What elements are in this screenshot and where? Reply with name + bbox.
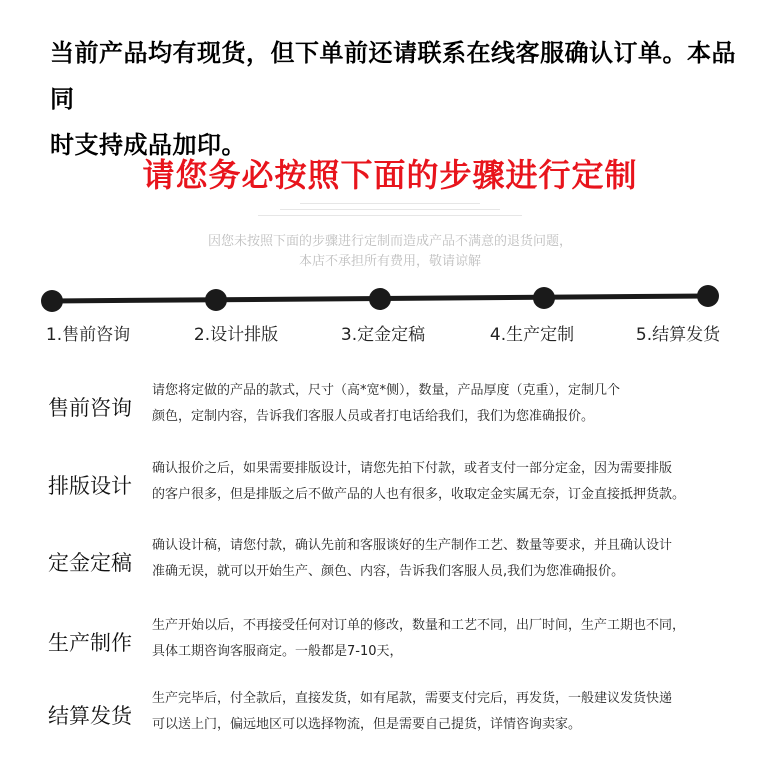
step-label-3: 3.定金定稿 (340, 325, 426, 345)
timeline-dot-1 (41, 290, 63, 312)
timeline-dot-4 (533, 287, 555, 309)
section-line-1: 确认设计稿，请您付款，确认先前和客服谈好的生产制作工艺、数量等要求，并且确认设计 (152, 538, 673, 553)
decorative-line (258, 215, 522, 216)
notice-line-2: 时支持成品加印。 (50, 131, 246, 159)
section-text (152, 686, 732, 738)
section-title: 定金定稿 (48, 551, 132, 575)
timeline-dot-2 (205, 289, 227, 311)
section-line-2: 准确无误，就可以开始生产、颜色、内容，告诉我们客服人员,我们为您准确报价。 (152, 564, 625, 579)
decorative-line (300, 203, 480, 204)
section-text (152, 378, 732, 430)
section-title: 售前咨询 (48, 396, 132, 420)
section-line-1: 请您将定做的产品的款式，尺寸（高*宽*侧），数量，产品厚度（克重），定制几个 (152, 383, 621, 398)
section-text (152, 533, 732, 585)
section-line-1: 生产开始以后，不再接受任何对订单的修改，数量和工艺不同，出厂时间，生产工期也不同， (152, 618, 686, 633)
section-text (152, 456, 732, 508)
section-production (40, 613, 740, 683)
section-title: 结算发货 (48, 704, 132, 728)
section-line-1: 确认报价之后，如果需要排版设计，请您先拍下付款，或者支付一部分定金，因为需要排版 (152, 461, 673, 476)
section-line-2: 颜色，定制内容，告诉我们客服人员或者打电话给我们，我们为您准确报价。 (152, 409, 595, 424)
step-label-4: 4.生产定制 (489, 325, 575, 345)
decorative-line (280, 209, 500, 210)
section-design (40, 456, 740, 526)
section-line-2: 的客户很多，但是排版之后不做产品的人也有很多，收取定金实属无奈，订金直接抵押货款。 (152, 487, 686, 502)
section-delivery (40, 686, 740, 756)
sub-note (0, 232, 780, 272)
section-presale (40, 378, 740, 448)
notice-line-1: 当前产品均有现货，但下单前还请联系在线客服确认订单。本品同 (50, 39, 736, 113)
section-title: 生产制作 (48, 631, 132, 655)
step-label-2: 2.设计排版 (193, 325, 279, 345)
timeline-graphic (40, 280, 740, 320)
section-line-2: 具体工期咨询客服商定。一般都是7-10天， (152, 644, 403, 659)
sub-note-line-1: 因您未按照下面的步骤进行定制而造成产品不满意的退货问题， (207, 234, 572, 249)
notice-text (50, 30, 750, 168)
timeline-dot-3 (369, 288, 391, 310)
section-title: 排版设计 (48, 474, 132, 498)
process-timeline (40, 280, 740, 360)
section-line-2: 可以送上门，偏远地区可以选择物流，但是需要自己提货，详情咨询卖家。 (152, 717, 582, 732)
section-line-1: 生产完毕后，付全款后，直接发货，如有尾款，需要支付完后，再发货，一般建议发货快递 (152, 691, 673, 706)
main-title: 请您务必按照下面的步骤进行定制 (142, 156, 638, 194)
step-label-5: 5.结算发货 (635, 325, 721, 345)
sub-note-line-2: 本店不承担所有费用，敬请谅解 (298, 254, 481, 269)
section-text (152, 613, 732, 665)
section-deposit (40, 533, 740, 603)
step-label-1: 1.售前咨询 (45, 325, 131, 345)
timeline-dot-5 (697, 285, 719, 307)
